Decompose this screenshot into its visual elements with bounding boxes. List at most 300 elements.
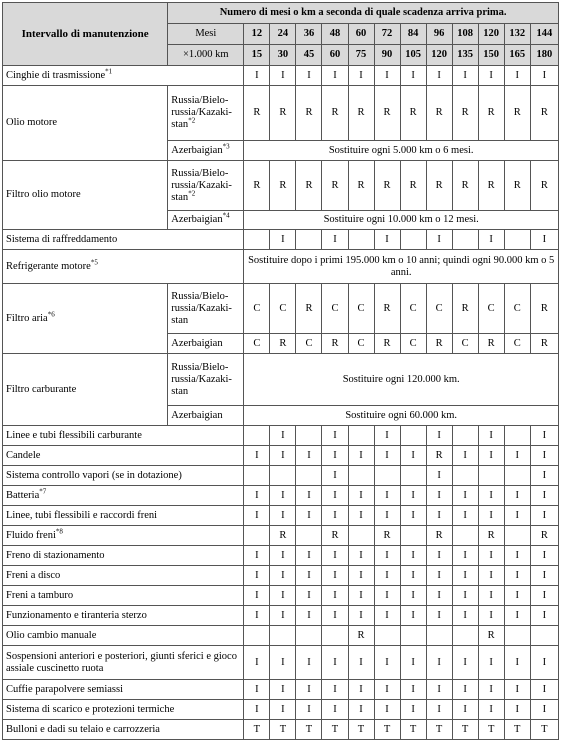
- months-label: Mesi: [168, 24, 244, 45]
- schedule-cell: I: [374, 566, 400, 586]
- schedule-cell: [270, 466, 296, 486]
- item-label-text: Linee e tubi flessibili carburante: [6, 429, 142, 441]
- region-text: Russia/Bielo-russia/Kazaki-stan: [171, 95, 232, 130]
- schedule-cell: I: [244, 566, 270, 586]
- schedule-cell: I: [426, 230, 452, 250]
- table-row: [3, 566, 559, 586]
- item-label-filtroolio: [3, 161, 168, 230]
- schedule-cell: I: [478, 566, 504, 586]
- schedule-cell: C: [504, 334, 530, 354]
- schedule-cell: I: [530, 506, 558, 526]
- schedule-cell: [374, 466, 400, 486]
- schedule-cell: I: [504, 646, 530, 680]
- table-row: [3, 466, 559, 486]
- schedule-cell: I: [452, 646, 478, 680]
- schedule-cell: I: [270, 426, 296, 446]
- schedule-cell: I: [426, 426, 452, 446]
- item-label-text: Olio motore: [6, 117, 58, 128]
- schedule-cell: I: [504, 486, 530, 506]
- item-label-refrig: [3, 250, 244, 284]
- schedule-cell: C: [270, 284, 296, 334]
- schedule-cell: [400, 230, 426, 250]
- region-text: Azerbaigian: [171, 337, 223, 349]
- item-label-text: Sistema controllo vapori (se in dotazione): [6, 469, 182, 481]
- schedule-cell: [504, 526, 530, 546]
- item-label-disco: [3, 566, 244, 586]
- item-label-filtrocarb: [3, 354, 168, 426]
- region-text: Russia/Bielo-russia/Kazaki-stan: [171, 361, 232, 397]
- schedule-cell: [504, 626, 530, 646]
- km-header-180: 180: [530, 45, 558, 66]
- months-header-108: 108: [452, 24, 478, 45]
- schedule-cell: I: [244, 680, 270, 700]
- schedule-cell: I: [244, 446, 270, 466]
- schedule-cell: I: [426, 680, 452, 700]
- schedule-cell: I: [504, 546, 530, 566]
- table-row: [3, 680, 559, 700]
- item-label-candele: [3, 446, 244, 466]
- schedule-cell: I: [296, 680, 322, 700]
- schedule-cell: I: [400, 486, 426, 506]
- schedule-cell: I: [530, 486, 558, 506]
- schedule-cell: I: [322, 546, 348, 566]
- schedule-cell: I: [244, 586, 270, 606]
- schedule-cell: I: [504, 506, 530, 526]
- schedule-cell: I: [270, 546, 296, 566]
- schedule-cell: I: [478, 586, 504, 606]
- table-row: [3, 161, 559, 211]
- schedule-cell: I: [270, 700, 296, 720]
- schedule-cell: [504, 426, 530, 446]
- schedule-cell: I: [400, 446, 426, 466]
- schedule-cell: I: [374, 700, 400, 720]
- schedule-cell: R: [322, 526, 348, 546]
- schedule-cell: [400, 626, 426, 646]
- schedule-cell: I: [270, 506, 296, 526]
- schedule-cell: I: [478, 700, 504, 720]
- km-header-150: 150: [478, 45, 504, 66]
- schedule-cell: I: [270, 230, 296, 250]
- schedule-cell: I: [452, 506, 478, 526]
- item-label-sterzo: [3, 606, 244, 626]
- item-label-text: Linee, tubi flessibili e raccordi freni: [6, 509, 158, 521]
- schedule-cell: I: [296, 646, 322, 680]
- item-label-olio: [3, 86, 168, 161]
- schedule-cell: I: [244, 486, 270, 506]
- schedule-cell: I: [452, 446, 478, 466]
- schedule-cell: R: [478, 626, 504, 646]
- schedule-cell: I: [426, 486, 452, 506]
- item-label-text: Funzionamento e tiranteria sterzo: [6, 609, 147, 621]
- schedule-cell: I: [504, 66, 530, 86]
- schedule-cell: R: [296, 161, 322, 211]
- schedule-cell: R: [478, 86, 504, 141]
- schedule-cell: I: [322, 680, 348, 700]
- schedule-cell: I: [322, 566, 348, 586]
- maintenance-schedule-table: [2, 2, 559, 740]
- schedule-cell: I: [270, 586, 296, 606]
- table-row: [3, 284, 559, 334]
- schedule-cell: R: [530, 526, 558, 546]
- schedule-cell: R: [504, 161, 530, 211]
- schedule-cell: I: [478, 446, 504, 466]
- schedule-cell: T: [374, 720, 400, 740]
- schedule-cell: C: [348, 284, 374, 334]
- schedule-cell: [322, 626, 348, 646]
- schedule-cell: I: [452, 566, 478, 586]
- schedule-cell: [400, 426, 426, 446]
- item-label-scarico: [3, 700, 244, 720]
- schedule-cell: T: [244, 720, 270, 740]
- item-label-batteria: [3, 486, 244, 506]
- schedule-cell: I: [504, 700, 530, 720]
- item-label-text: Bulloni e dadi su telaio e carrozzeria: [6, 723, 160, 735]
- km-header-15: 15: [244, 45, 270, 66]
- schedule-cell: C: [478, 284, 504, 334]
- schedule-cell: C: [426, 284, 452, 334]
- months-header-24: 24: [270, 24, 296, 45]
- schedule-cell: I: [270, 446, 296, 466]
- schedule-cell: I: [530, 586, 558, 606]
- schedule-cell: I: [530, 546, 558, 566]
- schedule-cell: [504, 230, 530, 250]
- schedule-cell: I: [296, 606, 322, 626]
- schedule-cell: I: [296, 700, 322, 720]
- schedule-cell: I: [530, 446, 558, 466]
- schedule-cell: T: [452, 720, 478, 740]
- schedule-cell: R: [530, 86, 558, 141]
- schedule-cell: I: [348, 566, 374, 586]
- schedule-cell: I: [426, 66, 452, 86]
- region-text: Azerbaigian: [171, 409, 223, 421]
- schedule-cell: I: [270, 646, 296, 680]
- schedule-cell: T: [504, 720, 530, 740]
- schedule-cell: R: [504, 86, 530, 141]
- schedule-cell: I: [530, 606, 558, 626]
- schedule-cell: I: [348, 546, 374, 566]
- schedule-cell: I: [296, 546, 322, 566]
- schedule-cell: I: [244, 546, 270, 566]
- schedule-cell: I: [270, 606, 296, 626]
- schedule-cell: R: [322, 334, 348, 354]
- table-row: [3, 426, 559, 446]
- item-label-text: Sistema di raffreddamento: [6, 233, 118, 245]
- schedule-cell: R: [530, 284, 558, 334]
- schedule-cell: I: [426, 506, 452, 526]
- table-row: [3, 646, 559, 680]
- item-label-text: Olio cambio manuale: [6, 629, 97, 641]
- schedule-cell: I: [374, 546, 400, 566]
- table-row: [3, 546, 559, 566]
- schedule-cell: I: [400, 606, 426, 626]
- table-row: [3, 586, 559, 606]
- schedule-cell: I: [400, 700, 426, 720]
- item-label-text: Sospensioni anteriori e posteriori, giunti sferici e gioco assiale cuscinetto ruota: [6, 650, 237, 674]
- schedule-cell: I: [478, 230, 504, 250]
- schedule-cell: R: [296, 284, 322, 334]
- footnote-marker: *2: [188, 116, 196, 125]
- schedule-cell: I: [322, 466, 348, 486]
- region-text: Russia/Bielo-russia/Kazaki-stan: [171, 167, 232, 203]
- schedule-cell: I: [374, 606, 400, 626]
- region-cell: [168, 86, 244, 141]
- km-header-30: 30: [270, 45, 296, 66]
- schedule-note: Sostituire dopo i primi 195.000 km o 10 anni; quindi ogni 90.000 km o 5 anni.: [244, 250, 559, 284]
- schedule-cell: R: [374, 284, 400, 334]
- schedule-cell: I: [504, 446, 530, 466]
- schedule-cell: I: [322, 646, 348, 680]
- schedule-cell: R: [348, 626, 374, 646]
- schedule-cell: C: [296, 334, 322, 354]
- schedule-cell: I: [504, 586, 530, 606]
- interval-title: Intervallo di manutenzione: [3, 3, 168, 66]
- table-row: [3, 720, 559, 740]
- schedule-cell: I: [478, 506, 504, 526]
- schedule-cell: R: [244, 161, 270, 211]
- km-header-90: 90: [374, 45, 400, 66]
- schedule-cell: I: [530, 646, 558, 680]
- schedule-cell: I: [478, 66, 504, 86]
- schedule-cell: I: [296, 566, 322, 586]
- schedule-cell: R: [478, 334, 504, 354]
- table-row: [3, 526, 559, 546]
- schedule-cell: I: [400, 546, 426, 566]
- schedule-cell: C: [348, 334, 374, 354]
- months-header-132: 132: [504, 24, 530, 45]
- item-label-filtroaria: [3, 284, 168, 354]
- item-label-text: Fluido freni: [6, 529, 56, 541]
- schedule-cell: I: [452, 66, 478, 86]
- months-header-120: 120: [478, 24, 504, 45]
- schedule-cell: [296, 230, 322, 250]
- schedule-note: Sostituire ogni 120.000 km.: [244, 354, 559, 406]
- schedule-cell: [452, 526, 478, 546]
- schedule-cell: [244, 626, 270, 646]
- schedule-cell: I: [348, 446, 374, 466]
- schedule-cell: I: [426, 606, 452, 626]
- km-header-135: 135: [452, 45, 478, 66]
- schedule-cell: R: [322, 86, 348, 141]
- schedule-cell: I: [374, 446, 400, 466]
- schedule-cell: I: [348, 586, 374, 606]
- schedule-cell: I: [400, 586, 426, 606]
- schedule-cell: I: [400, 66, 426, 86]
- footnote-marker: *5: [90, 258, 98, 266]
- schedule-cell: I: [244, 700, 270, 720]
- table-row: [3, 66, 559, 86]
- schedule-cell: I: [374, 646, 400, 680]
- schedule-cell: I: [270, 566, 296, 586]
- table-row: [3, 626, 559, 646]
- footnote-marker: *1: [105, 67, 113, 75]
- schedule-cell: C: [400, 334, 426, 354]
- schedule-cell: I: [504, 680, 530, 700]
- months-header-48: 48: [322, 24, 348, 45]
- item-label-text: Freni a disco: [6, 569, 61, 581]
- schedule-cell: I: [452, 546, 478, 566]
- months-header-60: 60: [348, 24, 374, 45]
- schedule-cell: C: [322, 284, 348, 334]
- footnote-marker: *2: [188, 189, 196, 197]
- schedule-cell: I: [322, 486, 348, 506]
- table-row: [3, 446, 559, 466]
- schedule-cell: I: [296, 446, 322, 466]
- schedule-cell: I: [322, 586, 348, 606]
- item-label-text: Filtro carburante: [6, 383, 77, 395]
- schedule-cell: I: [374, 680, 400, 700]
- schedule-cell: T: [296, 720, 322, 740]
- schedule-cell: R: [374, 161, 400, 211]
- table-row: [3, 486, 559, 506]
- km-header-45: 45: [296, 45, 322, 66]
- footnote-marker: *3: [222, 142, 230, 150]
- schedule-cell: R: [322, 161, 348, 211]
- schedule-cell: I: [400, 566, 426, 586]
- item-label-text: Filtro olio motore: [6, 189, 81, 200]
- km-header-105: 105: [400, 45, 426, 66]
- schedule-cell: R: [270, 334, 296, 354]
- schedule-cell: I: [244, 606, 270, 626]
- schedule-cell: [296, 526, 322, 546]
- region-text: Azerbaigian: [171, 214, 223, 225]
- schedule-cell: I: [374, 66, 400, 86]
- schedule-cell: [504, 466, 530, 486]
- footnote-marker: *4: [222, 211, 230, 220]
- schedule-cell: [348, 230, 374, 250]
- region-cell: [168, 334, 244, 354]
- schedule-cell: I: [478, 546, 504, 566]
- schedule-cell: I: [296, 66, 322, 86]
- schedule-cell: [426, 626, 452, 646]
- km-header-165: 165: [504, 45, 530, 66]
- schedule-cell: R: [374, 334, 400, 354]
- months-header-84: 84: [400, 24, 426, 45]
- schedule-cell: I: [270, 66, 296, 86]
- schedule-cell: I: [244, 506, 270, 526]
- schedule-cell: R: [270, 526, 296, 546]
- schedule-cell: [452, 426, 478, 446]
- schedule-cell: I: [426, 566, 452, 586]
- schedule-cell: R: [426, 334, 452, 354]
- schedule-cell: I: [530, 230, 558, 250]
- schedule-cell: C: [244, 334, 270, 354]
- schedule-cell: I: [374, 506, 400, 526]
- schedule-cell: I: [348, 486, 374, 506]
- item-label-cuffie: [3, 680, 244, 700]
- region-cell: [168, 284, 244, 334]
- region-cell: [168, 406, 244, 426]
- schedule-note: Sostituire ogni 10.000 km o 12 mesi.: [244, 211, 559, 230]
- schedule-cell: R: [530, 161, 558, 211]
- item-label-linee_freni: [3, 506, 244, 526]
- schedule-cell: I: [296, 586, 322, 606]
- schedule-cell: R: [270, 86, 296, 141]
- schedule-cell: [530, 626, 558, 646]
- schedule-cell: I: [348, 700, 374, 720]
- schedule-cell: I: [478, 426, 504, 446]
- schedule-cell: R: [348, 86, 374, 141]
- item-label-text: Freno di stazionamento: [6, 549, 105, 561]
- schedule-cell: [348, 426, 374, 446]
- schedule-cell: I: [270, 680, 296, 700]
- item-label-text: Cinghie di trasmissione: [6, 69, 106, 81]
- schedule-cell: I: [322, 700, 348, 720]
- schedule-cell: [348, 466, 374, 486]
- schedule-cell: I: [296, 486, 322, 506]
- schedule-cell: [296, 466, 322, 486]
- schedule-cell: I: [530, 566, 558, 586]
- schedule-cell: I: [426, 646, 452, 680]
- schedule-cell: R: [296, 86, 322, 141]
- schedule-cell: I: [322, 506, 348, 526]
- schedule-cell: I: [374, 230, 400, 250]
- schedule-cell: [478, 466, 504, 486]
- months-header-12: 12: [244, 24, 270, 45]
- table-row: [3, 250, 559, 284]
- item-label-text: Candele: [6, 449, 41, 461]
- schedule-cell: I: [322, 66, 348, 86]
- region-text: Azerbaigian: [171, 144, 223, 156]
- schedule-cell: I: [400, 646, 426, 680]
- region-cell: [168, 354, 244, 406]
- schedule-cell: R: [426, 86, 452, 141]
- schedule-cell: [244, 466, 270, 486]
- schedule-cell: I: [400, 506, 426, 526]
- item-label-cambio: [3, 626, 244, 646]
- schedule-cell: I: [504, 606, 530, 626]
- schedule-cell: [400, 466, 426, 486]
- item-label-fluido: [3, 526, 244, 546]
- footnote-marker: *7: [39, 487, 47, 495]
- schedule-cell: I: [426, 546, 452, 566]
- item-label-bulloni: [3, 720, 244, 740]
- schedule-cell: I: [452, 606, 478, 626]
- km-header-75: 75: [348, 45, 374, 66]
- schedule-cell: I: [478, 606, 504, 626]
- schedule-cell: R: [452, 284, 478, 334]
- footnote-marker: *8: [55, 527, 63, 535]
- schedule-cell: R: [400, 161, 426, 211]
- schedule-cell: R: [478, 161, 504, 211]
- schedule-note: Sostituire ogni 60.000 km.: [244, 406, 559, 426]
- schedule-cell: I: [348, 606, 374, 626]
- schedule-cell: I: [504, 566, 530, 586]
- item-label-text: Batteria: [6, 489, 40, 501]
- schedule-cell: [296, 426, 322, 446]
- schedule-cell: I: [374, 486, 400, 506]
- schedule-cell: I: [400, 680, 426, 700]
- schedule-cell: [296, 626, 322, 646]
- schedule-cell: I: [348, 646, 374, 680]
- item-label-cinghie: [3, 66, 244, 86]
- schedule-cell: [452, 466, 478, 486]
- months-header-96: 96: [426, 24, 452, 45]
- table-row: [3, 230, 559, 250]
- schedule-cell: I: [348, 506, 374, 526]
- schedule-cell: I: [426, 700, 452, 720]
- schedule-cell: T: [478, 720, 504, 740]
- schedule-cell: T: [426, 720, 452, 740]
- item-label-staz: [3, 546, 244, 566]
- schedule-cell: R: [426, 161, 452, 211]
- schedule-cell: I: [452, 486, 478, 506]
- region-cell: [168, 211, 244, 230]
- schedule-cell: [452, 230, 478, 250]
- schedule-cell: I: [374, 426, 400, 446]
- schedule-cell: I: [452, 586, 478, 606]
- schedule-cell: T: [400, 720, 426, 740]
- table-row: [3, 354, 559, 406]
